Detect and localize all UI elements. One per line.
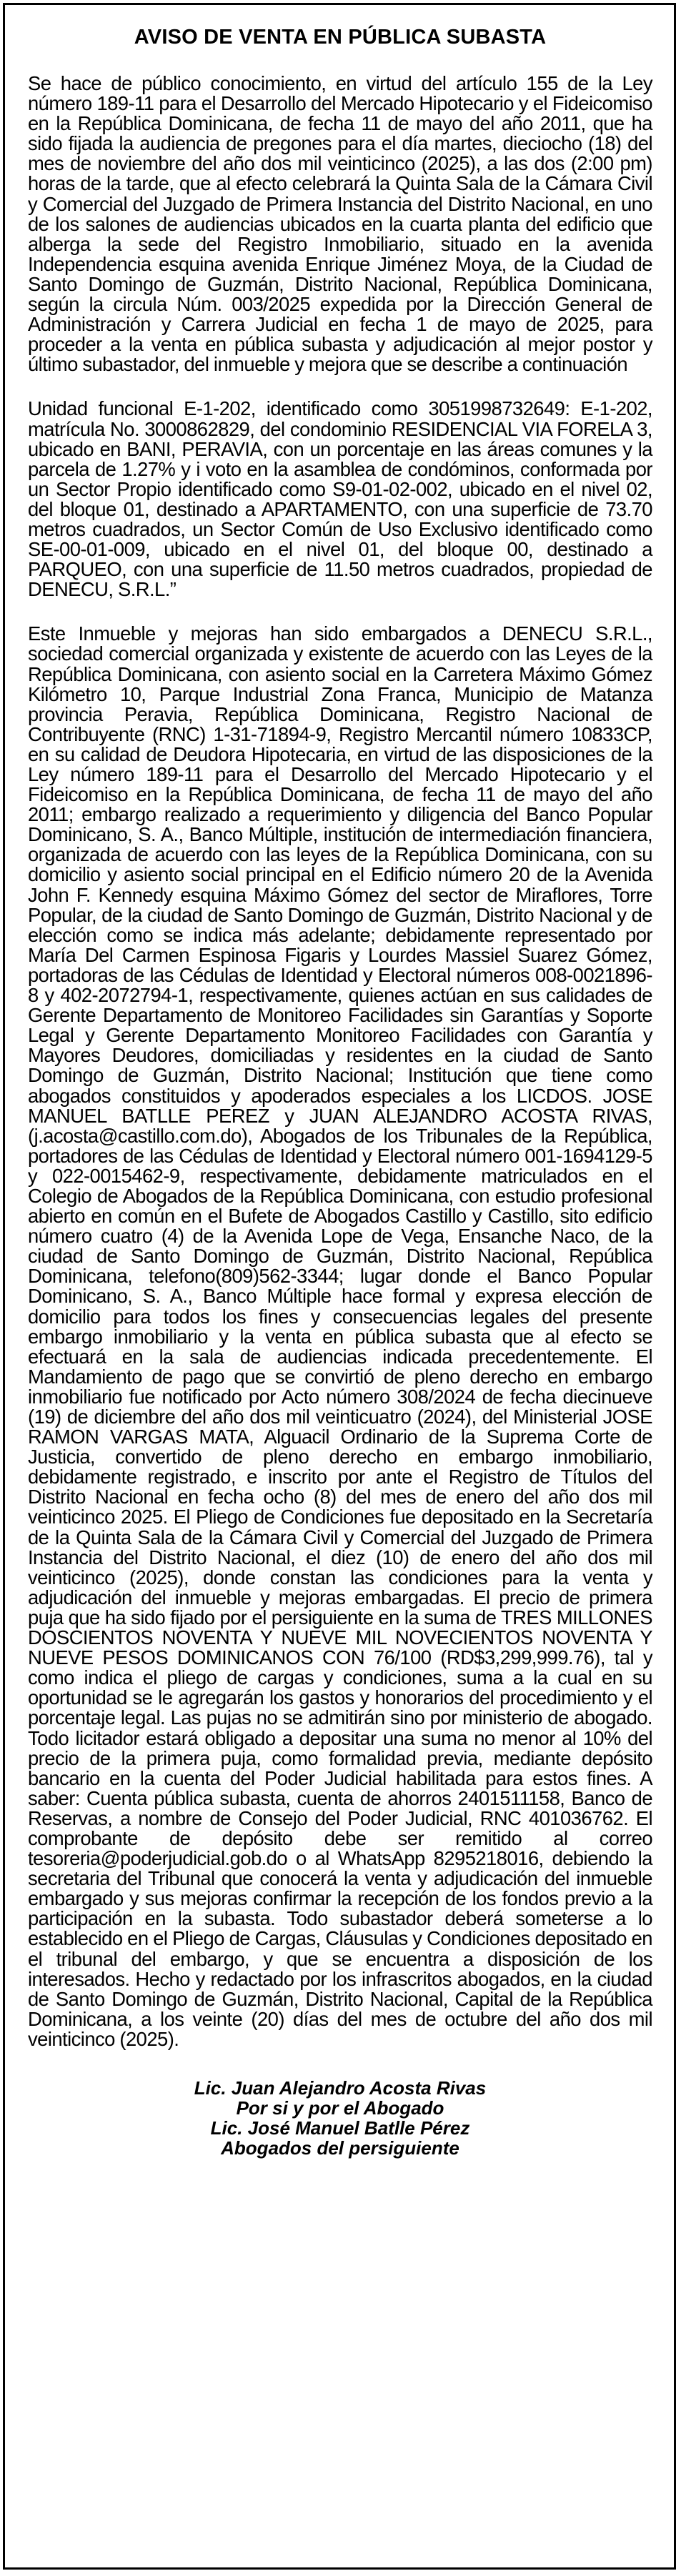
signature-role-2: Abogados del persiguiente: [221, 2137, 459, 2159]
signature-block: [28, 2078, 652, 2158]
paragraph-auction-announcement: Se hace de público conocimiento, en virtud del artículo 155 de la Ley número 189-11 para el Desarrollo del Mercado Hipotecario y el Fideicomiso en la República Dominicana, de fecha 11 de mayo del año 2011, que ha sido fijada la audiencia de pregones para el día martes, dieciocho (18) del mes de noviembre del año dos mil veinticinco (2025), a las dos (2:00 pm) horas de la tarde, que al efecto celebrará la Quinta Sala de la Cámara Civil y Comercial del Juzgado de Primera Instancia del Distrito Nacional, en uno de los salones de audiencias ubicados en la cuarta planta del edificio que alberga la sede del Registro Inmobiliario, situado en la avenida Independencia esquina avenida Enrique Jiménez Moya, de la Ciudad de Santo Domingo de Guzmán, Distrito Nacional, República Dominicana, según la circula Núm. 003/2025 expedida por la Dirección General de Administración y Carrera Judicial en fecha 1 de mayo de 2025, para proceder a la venta en pública subasta y adjudicación al mejor postor y último subastador, del inmueble y mejora que se describe a continuación: [28, 72, 652, 376]
notice-title: AVISO DE VENTA EN PÚBLICA SUBASTA: [134, 26, 547, 49]
paragraph-property-description: Unidad funcional E-1-202, identificado como 3051998732649: E-1-202, matrícula No. 3000862829, del condominio RESIDENCIAL VIA FORELA 3, ubicado en BANI, PERAVIA, con un porcentaje en las áreas comunes y la parcela de 1.27% y i voto en la asamblea de condóminos, conformada por un Sector Propio identificado como S9-01-02-002, ubicado en el nivel 02, del bloque 01, destinado a APARTAMENTO, con una superficie de 73.70 metros cuadrados, un Sector Común de Uso Exclusivo identificado como SE-00-01-009, ubicado en el nivel 01, del bloque 00, destinado a PARQUEO, con una superficie de 11.50 metros cuadrados, propiedad de DENECU, S.R.L.”: [28, 397, 652, 601]
paragraph-seizure-details: Este Inmueble y mejoras han sido embargados a DENECU S.R.L., sociedad comercial organizada y existente de acuerdo con las Leyes de la República Dominicana, con asiento social en la Carretera Máximo Gómez Kilómetro 10, Parque Industrial Zona Franca, Municipio de Matanza provincia Peravia, República Dominicana, Registro Nacional de Contribuyente (RNC) 1-31-71894-9, Registro Mercantil número 10833CP, en su calidad de Deudora Hipotecaria, en virtud de las disposiciones de la Ley número 189-11 para el Desarrollo del Mercado Hipotecario y el Fideicomiso en la República Dominicana, de fecha 11 de mayo del año 2011; embargo realizado a requerimiento y diligencia del Banco Popular Dominicano, S. A., Banco Múltiple, institución de intermediación financiera, organizada de acuerdo con las leyes de la República Dominicana, con su domicilio y asiento social principal en el Edificio número 20 de la Avenida John F. Kennedy esquina Máximo Gómez del sector de Miraflores, Torre Popular, de la ciudad de Santo Domingo de Guzmán, Distrito Nacional y de elección como se indica más adelante; debidamente representado por María Del Carmen Espinosa Figaris y Lourdes Massiel Suarez Gómez, portadoras de las Cédulas de Identidad y Electoral números 008-0021896-8 y 402-2072794-1, respectivamente, quienes actúan en sus calidades de Gerente Departamento de Monitoreo Facilidades sin Garantías y Soporte Legal y Gerente Departamento Monitoreo Facilidades con Garantía y Mayores Deudores, domiciliadas y residentes en la ciudad de Santo Domingo de Guzmán, Distrito Nacional; Institución que tiene como abogados constituidos y apoderados especiales a los LICDOS. JOSE MANUEL BATLLE PEREZ y JUAN ALEJANDRO ACOSTA RIVAS, (j.acosta@castillo.com.do), Abogados de los Tribunales de la República, portadores de las Cédulas de Identidad y Electoral número 001-1694129-5 y 022-0015462-9, respectivamente, debidamente matriculados en el Colegio de Abogados de la República Dominicana, con estudio profesional abierto en común en el Bufete de Abogados Castillo y Castillo, sito edificio número cuatro (4) de la Avenida Lope de Vega, Ensanche Naco, de la ciudad de Santo Domingo de Guzmán, Distrito Nacional, República Dominicana, telefono(809)562-3344; lugar donde el Banco Popular Dominicano, S. A., Banco Múltiple hace formal y expresa elección de domicilio para todos los fines y consecuencias legales del presente embargo inmobiliario y la venta en pública subasta que al efecto se efectuará en la sala de audiencias indicada precedentemente. El Mandamiento de pago que se convirtió de pleno derecho en embargo inmobiliario fue notificado por Acto número 308/2024 de fecha diecinueve (19) de diciembre del año dos mil veinticuatro (2024), del Ministerial JOSE RAMON VARGAS MATA, Alguacil Ordinario de la Suprema Corte de Justicia, convertido de pleno derecho en embargo inmobiliario, debidamente registrado, e inscrito por ante el Registro de Títulos del Distrito Nacional en fecha ocho (8) del mes de enero del año dos mil veinticinco 2025. El Pliego de Condiciones fue depositado en la Secretaría de la Quinta Sala de la Cámara Civil y Comercial del Juzgado de Primera Instancia del Distrito Nacional, el diez (10) de enero del año dos mil veinticinco (2025), donde constan las condiciones para la venta y adjudicación del inmueble y mejoras embargadas. El precio de primera puja que ha sido fijado por el persiguiente en la suma de TRES MILLONES DOSCIENTOS NOVENTA Y NUEVE MIL NOVECIENTOS NOVENTA Y NUEVE PESOS DOMINICANOS CON 76/100 (RD$3,299,999.76), tal y como indica el pliego de cargas y condiciones, suma a la cual en su oportunidad se le agregarán los gastos y honorarios del procedimiento y el porcentaje legal. Las pujas no se admitirán sino por ministerio de abogado. Todo licitador estará obligado a depositar una suma no menor al 10% del precio de la primera puja, como formalidad previa, mediante depósito bancario en la cuenta del Poder Judicial habilitada para estos fines. A saber: Cuenta pública subasta, cuenta de ahorros 2401511158, Banco de Reservas, a nombre de Consejo del Poder Judicial, RNC 401036762. El comprobante de depósito debe ser remitido al correo tesoreria@poderjudicial.gob.do o al WhatsApp 8295218016, debiendo la secretaria del Tribunal que conocerá la venta y adjudicación del inmueble embargado y sus mejoras confirmar la recepción de los fondos previo a la participación en la subasta. Todo subastador deberá someterse a lo establecido en el Pliego de Cargas, Cláusulas y Condiciones depositado en el tribunal del embargo, y que se encuentra a disposición de los interesados. Hecho y redactado por los infrascritos abogados, en la ciudad de Santo Domingo de Guzmán, Distrito Nacional, Capital de la República Dominicana, a los veinte (20) días del mes de octubre del año dos mil veinticinco (2025).: [28, 622, 652, 2050]
notice-frame: [3, 3, 676, 2570]
signature-name-2: Lic. José Manuel Batlle Pérez: [210, 2117, 470, 2139]
signature-name-1: Lic. Juan Alejandro Acosta Rivas: [194, 2077, 487, 2099]
signature-role-1: Por si y por el Abogado: [236, 2097, 444, 2119]
notice-content: [28, 25, 652, 2158]
